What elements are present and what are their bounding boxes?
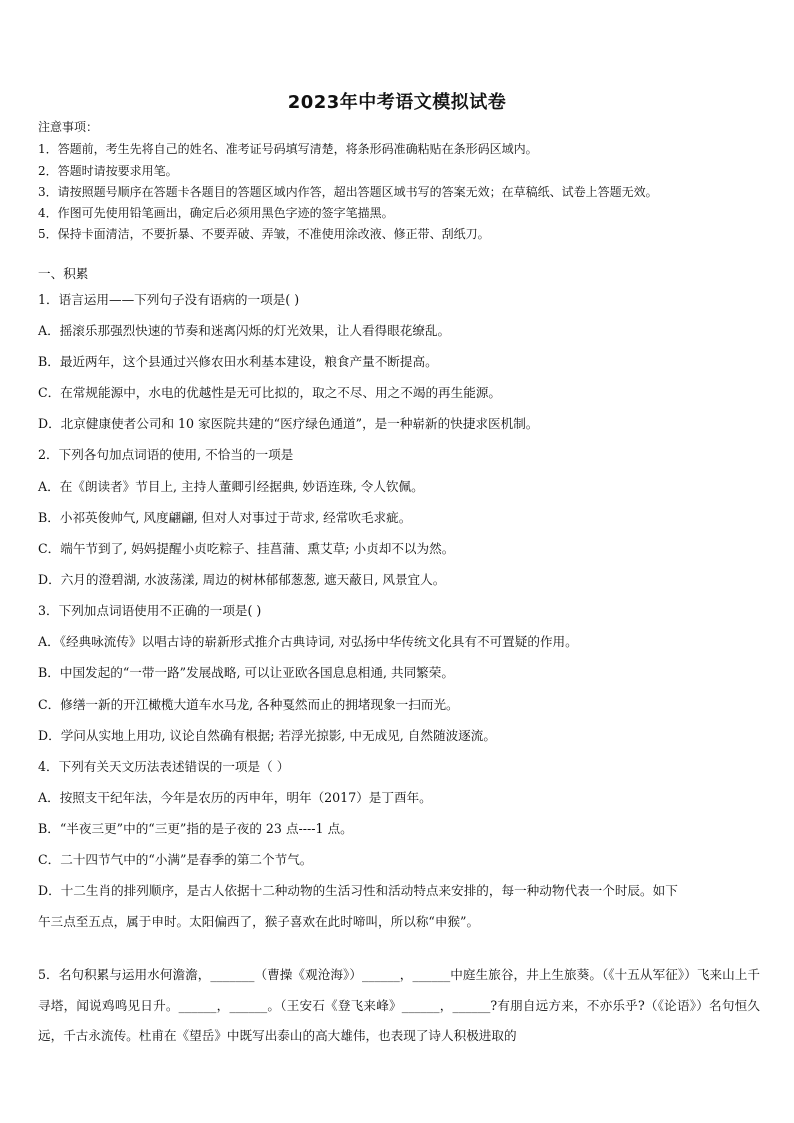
page-title: 2023年中考语文模拟试卷 xyxy=(287,92,507,113)
question-stem: 1．语言运用——下列句子没有语病的一项是( ) xyxy=(38,292,300,307)
question-option: B．最近两年，这个县通过兴修农田水利基本建设，粮食产量不断提高。 xyxy=(38,354,438,369)
question-option: D．六月的澄碧湖, 水波荡漾, 周边的树林郁郁葱葱, 遮天蔽日, 风景宜人。 xyxy=(38,572,446,587)
section-heading: 一、积累 xyxy=(38,266,89,281)
question-stem: 3．下列加点词语使用不正确的一项是( ) xyxy=(38,603,262,618)
question-option: D．学问从实地上用功, 议论自然确有根据; 若浮光掠影, 中无成见, 自然随波逐流。 xyxy=(38,728,496,743)
question-option: A．在《朗读者》节目上, 主持人董卿引经据典, 妙语连珠, 令人钦佩。 xyxy=(38,479,424,494)
question-option: A．《经典咏流传》以唱古诗的崭新形式推介古典诗词, 对弘扬中华传统文化具有不可置疑的作用。 xyxy=(38,634,578,649)
question-option: C．端午节到了, 妈妈提醒小贞吃粽子、挂菖蒲、熏艾草; 小贞却不以为然。 xyxy=(38,541,455,556)
question-option: C．二十四节气中的“小满”是春季的第二个节气。 xyxy=(38,852,313,867)
question-option: B．中国发起的“一带一路”发展战略, 可以让亚欧各国息息相通, 共同繁荣。 xyxy=(38,665,454,680)
notice-item: 4．作图可先使用铅笔画出，确定后必须用黑色字迹的签字笔描黑。 xyxy=(38,206,394,220)
notice-item: 5．保持卡面清洁，不要折暴、不要弄破、弄皱，不准使用涂改液、修正带、刮纸刀。 xyxy=(38,227,490,241)
question-option: B．“半夜三更”中的“三更”指的是子夜的 23 点----1 点。 xyxy=(38,821,353,836)
question-option: B．小祁英俊帅气, 风度翩翩, 但对人对事过于苛求, 经常吹毛求疵。 xyxy=(38,510,412,525)
question-option: A．摇滚乐那强烈快速的节奏和迷离闪烁的灯光效果，让人看得眼花缭乱。 xyxy=(38,323,451,338)
question-stem: 4．下列有关天文历法表述错误的一项是（ ） xyxy=(38,759,290,774)
question-paragraph: 5．名句积累与运用水何澹澹，_______（曹操《观沧海》）______，______中庭生旅谷，井上生旅葵。（《十五从军征》）飞来山上千寻塔，闻说鸡鸣见日升。______，______。（王安石《登飞来峰》______，______?有朋自远方来，不亦乐乎?（《论语》）名句恒久远，千古永流传。杜甫在《望岳》中既写出泰山的高大雄伟，也表现了诗人积极进取的 xyxy=(38,967,760,1043)
notice-item: 2．答题时请按要求用笔。 xyxy=(38,164,178,178)
notice-heading: 注意事项： xyxy=(38,120,99,134)
notice-item: 3．请按照题号顺序在答题卡各题目的答题区域内作答，超出答题区域书写的答案无效；在草稿纸、试卷上答题无效。 xyxy=(38,185,658,199)
question-option: A．按照支干纪年法，今年是农历的丙申年，明年（2017）是丁酉年。 xyxy=(38,790,432,805)
question-option: D．十二生肖的排列顺序，是古人依据十二种动物的生活习性和活动特点来安排的，每一种动物代表一个时辰。如下 xyxy=(38,883,678,898)
question-stem: 2．下列各句加点词语的使用, 不恰当的一项是 xyxy=(38,447,294,462)
question-option: C．在常规能源中，水电的优越性是无可比拟的，取之不尽、用之不竭的再生能源。 xyxy=(38,385,502,400)
notice-item: 1．答题前，考生先将自己的姓名、准考证号码填写清楚，将条形码准确粘贴在条形码区域内。 xyxy=(38,142,538,156)
question-option: C．修缮一新的开江橄榄大道车水马龙, 各种戛然而止的拥堵现象一扫而光。 xyxy=(38,697,459,712)
question-option-continued: 午三点至五点，属于申时。太阳偏西了，猴子喜欢在此时啼叫，所以称“申猴”。 xyxy=(38,914,480,929)
question-option: D．北京健康使者公司和 10 家医院共建的“医疗绿色通道”，是一种崭新的快捷求医机制。 xyxy=(38,416,539,431)
